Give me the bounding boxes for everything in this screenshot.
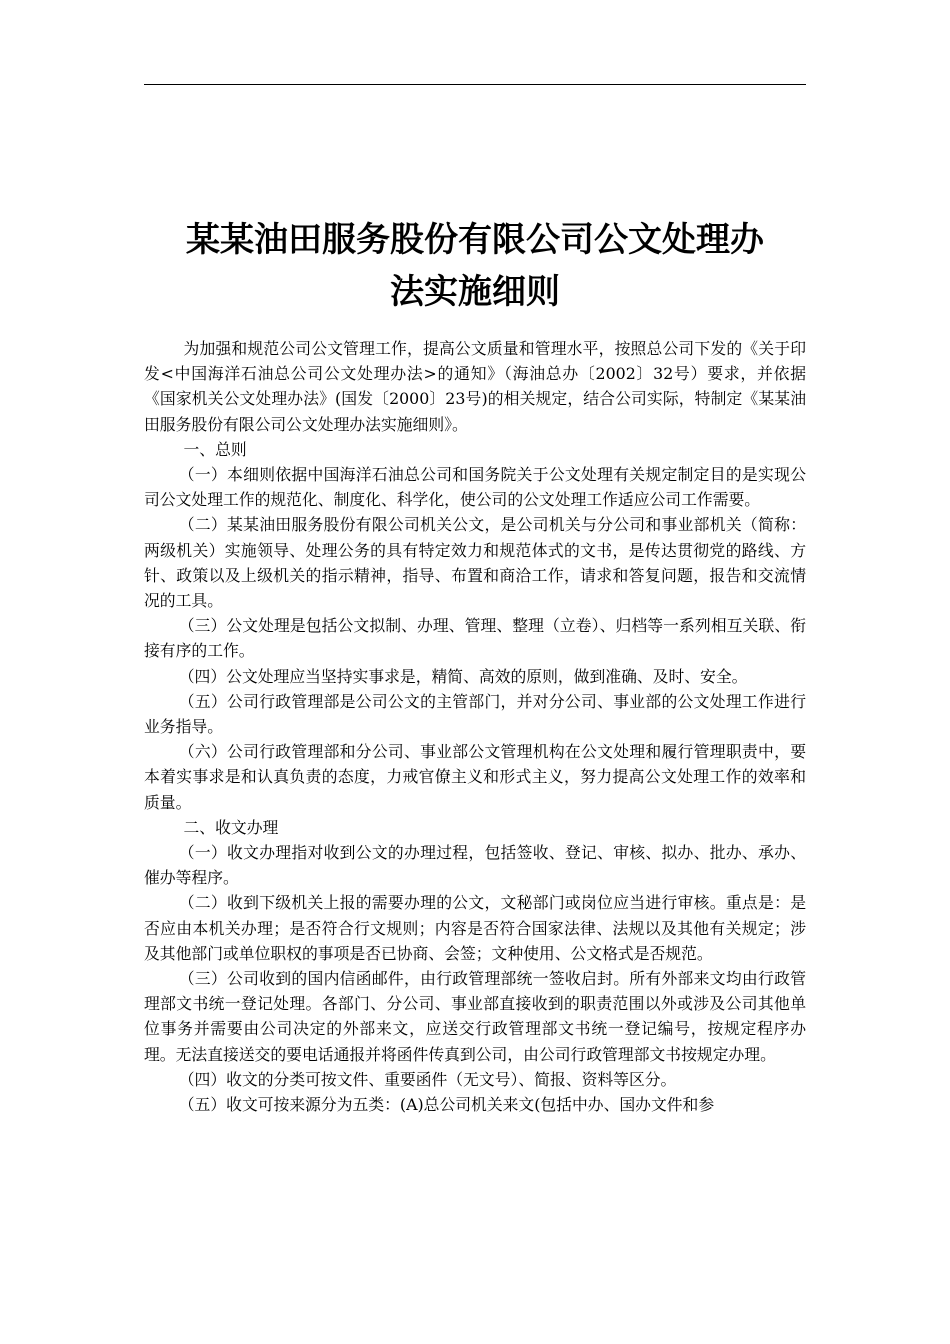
- paragraph-general-1: （一）本细则依据中国海洋石油总公司和国务院关于公文处理有关规定制定目的是实现公司公文处理工作的规范化、制度化、科学化，使公司的公文处理工作适应公司工作需要。: [144, 465, 806, 510]
- paragraph-receiving-3: （三）公司收到的国内信函邮件，由行政管理部统一签收启封。所有外部来文均由行政管理部文书统一登记处理。各部门、分公司、事业部直接收到的职责范围以外或涉及公司其他单位事务并需要由公司决定的外部来文，应送交行政管理部文书统一登记编号，按规定程序办理。无法直接送交的要电话通报并将函件传真到公司，由公司行政管理部文书按规定办理。: [144, 969, 806, 1064]
- document-title: [144, 214, 806, 318]
- paragraph-receiving-4: （四）收文的分类可按文件、重要函件（无文号）、简报、资料等区分。: [178, 1069, 677, 1089]
- paragraph-receiving-1: （一）收文办理指对收到公文的办理过程，包括签收、登记、审核、拟办、批办、承办、催办等程序。: [144, 843, 806, 888]
- paragraph-general-5: （五）公司行政管理部是公司公文的主管部门，并对分公司、事业部的公文处理工作进行业务指导。: [144, 691, 806, 737]
- paragraph-general-3: （三）公文处理是包括公文拟制、办理、管理、整理（立卷）、归档等一系列相互关联、衔接有序的工作。: [144, 616, 806, 661]
- document-body: [144, 336, 806, 1117]
- section-heading-receiving: 二、收文办理: [183, 817, 279, 837]
- header-rule: [144, 84, 806, 85]
- paragraph-general-6: （六）公司行政管理部和分公司、事业部公文管理机构在公文处理和履行管理职责中，要本着实事求是和认真负责的态度，力戒官僚主义和形式主义，努力提高公文处理工作的效率和质量。: [144, 742, 806, 812]
- paragraph-general-2: （二）某某油田服务股份有限公司机关公文，是公司机关与分公司和事业部机关（简称：两级机关）实施领导、处理公务的具有特定效力和规范体式的文书，是传达贯彻党的路线、方针、政策以及上级机关的指示精神，指导、布置和商洽工作，请求和答复问题，报告和交流情况的工具。: [144, 515, 806, 611]
- section-heading-general: 一、总则: [183, 439, 247, 459]
- paragraph-receiving-2: （二）收到下级机关上报的需要办理的公文，文秘部门或岗位应当进行审核。重点是：是否应由本机关办理；是否符合行文规则；内容是否符合国家法律、法规以及其他有关规定；涉及其他部门或单位职权的事项是否已协商、会签；文种使用、公文格式是否规范。: [144, 893, 806, 963]
- paragraph-intro: 为加强和规范公司公文管理工作，提高公文质量和管理水平，按照总公司下发的《关于印发<中国海洋石油总公司公文处理办法>的通知》（海油总办〔2002〕32号）要求，并依据《国家机关公文处理办法》(国发〔2000〕23号)的相关规定，结合公司实际，特制定《某某油田服务股份有限公司公文处理办法实施细则》。: [144, 339, 806, 434]
- title-line-2: 法实施细则: [390, 272, 560, 312]
- title-line-1: 某某油田服务股份有限公司公文处理办: [186, 220, 764, 260]
- paragraph-receiving-5: （五）收文可按来源分为五类：(A)总公司机关来文(包括中办、国办文件和参: [178, 1095, 715, 1115]
- paragraph-general-4: （四）公文处理应当坚持实事求是，精简、高效的原则，做到准确、及时、安全。: [178, 666, 748, 686]
